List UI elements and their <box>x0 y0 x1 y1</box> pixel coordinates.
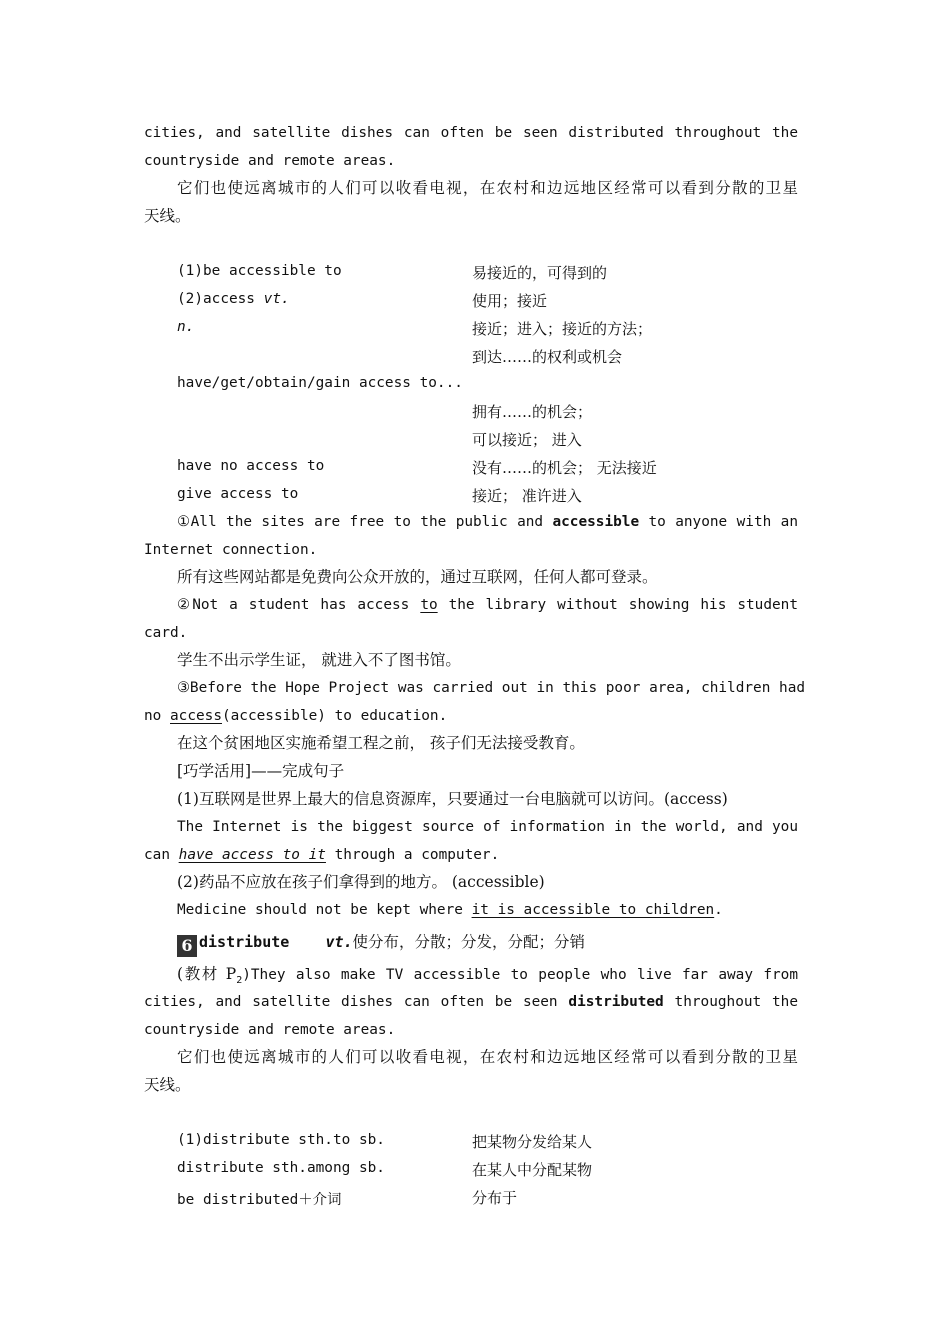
example-2-translation: 学生不出示学生证， 就进入不了图书馆。 <box>177 651 461 669</box>
example-3-line-2: no access(accessible) to education. <box>144 708 448 724</box>
distribute-row-1-right: 把某物分发给某人 <box>472 1133 593 1151</box>
access-row-4-right: 到达……的权利或机会 <box>472 348 623 366</box>
headword: distribute <box>199 933 290 951</box>
access-row-2-left: (2)access vt. <box>177 291 290 307</box>
word-entry-distribute <box>177 930 585 957</box>
access-row-7-right: 可以接近； 进入 <box>472 431 582 449</box>
word6-example-line-2: cities, and satellite dishes can often be seen distributed throughout the <box>144 994 798 1010</box>
example-3-blank: access <box>170 708 222 724</box>
practice-q1-answer: have access to it <box>178 847 326 863</box>
word6-cn-line-1: 它们也使远离城市的人们可以收看电视，在农村和边远地区经常可以看到分散的卫星 <box>177 1048 798 1066</box>
access-row-9-right: 接近； 准许进入 <box>472 487 582 505</box>
distribute-row-3-right: 分布于 <box>472 1189 518 1207</box>
practice-header: [巧学活用]——完成句子 <box>177 762 345 780</box>
distribute-row-1-left: (1)distribute sth.to sb. <box>177 1132 385 1148</box>
access-row-1-right: 易接近的，可得到的 <box>472 264 608 282</box>
example-1-line-2: Internet connection. <box>144 542 318 558</box>
top-en-line-2: countryside and remote areas. <box>144 153 396 169</box>
top-en-line-1: cities, and satellite dishes can often be seen distributed throughout the <box>144 125 798 141</box>
access-row-3-left: n. <box>177 319 195 335</box>
headword-meaning: 使分布，分散；分发，分配；分销 <box>352 933 586 951</box>
practice-q1-cn: (1)互联网是世界上最大的信息资源库，只要通过一台电脑就可以访问。(access) <box>177 790 728 808</box>
word6-keyword: distributed <box>568 994 664 1010</box>
word6-example-line-3: countryside and remote areas. <box>144 1022 396 1038</box>
example-2-blank: to <box>420 597 438 613</box>
example-3-line-1: ③Before the Hope Project was carried out in this poor area, children had <box>177 680 806 696</box>
practice-q2-cn: (2)药品不应放在孩子们拿得到的地方。 (accessible) <box>177 873 545 891</box>
example-2-line-1: ②Not a student has access to the library without showing his student <box>177 597 799 613</box>
word6-cn-line-2: 天线。 <box>144 1076 191 1094</box>
access-row-6-right: 拥有……的机会； <box>472 403 593 421</box>
distribute-row-2-left: distribute sth.among sb. <box>177 1160 385 1176</box>
access-row-3-right: 接近；进入；接近的方法； <box>472 320 653 338</box>
top-cn-line-2: 天线。 <box>144 207 191 225</box>
example-1-line-1: ①All the sites are free to the public and accessible to anyone with an <box>177 514 798 530</box>
number-6-icon: 6 <box>177 935 197 957</box>
example-1-keyword: accessible <box>552 514 640 530</box>
headword-pos: vt. <box>325 933 353 951</box>
example-2-line-2: card. <box>144 625 188 641</box>
access-row-8-right: 没有……的机会； 无法接近 <box>472 459 657 477</box>
access-row-8-left: have no access to <box>177 458 325 474</box>
access-row-9-left: give access to <box>177 486 299 502</box>
distribute-row-2-right: 在某人中分配某物 <box>472 1161 593 1179</box>
practice-q1-en-line-1: The Internet is the biggest source of information in the world, and you <box>177 819 798 835</box>
word6-source-line: (教材 $P_2)They$ also make TV accessible to people who live far away from <box>177 965 798 986</box>
example-1-translation: 所有这些网站都是免费向公众开放的，通过互联网，任何人都可登录。 <box>177 568 658 586</box>
access-row-1-left: (1)be accessible to <box>177 263 342 279</box>
practice-q2-answer: it is accessible to children <box>471 902 715 918</box>
top-cn-line-1: 它们也使远离城市的人们可以收看电视，在农村和边远地区经常可以看到分散的卫星 <box>177 179 798 197</box>
distribute-row-3-left: be distributed＋介词 <box>177 1192 342 1208</box>
practice-q2-en: Medicine should not be kept where it is accessible to children. <box>177 902 723 918</box>
access-row-5-left: have/get/obtain/gain access to... <box>177 375 463 391</box>
example-3-translation: 在这个贫困地区实施希望工程之前， 孩子们无法接受教育。 <box>177 734 585 752</box>
practice-q1-en-line-2: can have access to it through a computer. <box>144 847 500 863</box>
access-row-2-right: 使用；接近 <box>472 292 548 310</box>
